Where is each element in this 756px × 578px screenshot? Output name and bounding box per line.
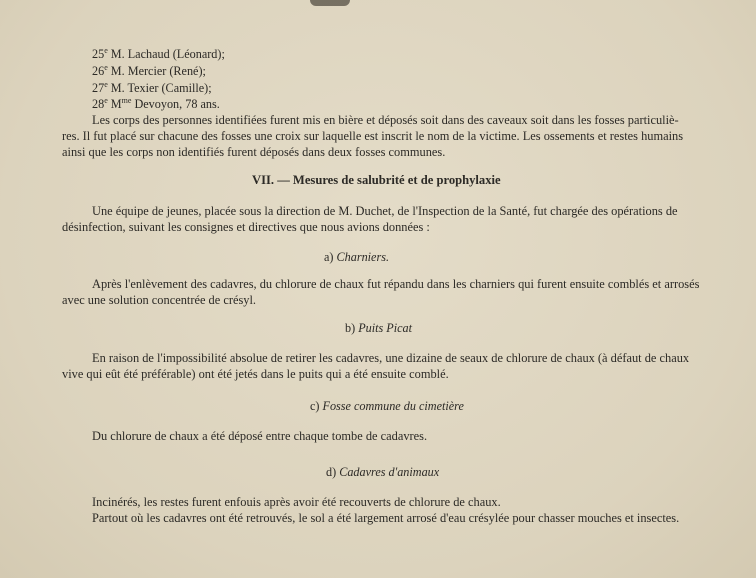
paragraph-line: Du chlorure de chaux a été déposé entre chaque tombe de cadavres. — [92, 429, 428, 443]
list-text: Devoyon, 78 ans. — [131, 97, 220, 111]
subsection-heading — [345, 320, 412, 336]
title-suffix: me — [121, 96, 132, 105]
subsection-heading — [326, 464, 439, 480]
subsection-heading — [310, 398, 464, 414]
subsection-title: Fosse commune du cimetière — [322, 399, 464, 413]
ordinal-suffix: e — [104, 96, 108, 105]
list-item — [92, 96, 220, 112]
subsection-title: Cadavres d'animaux — [339, 465, 440, 479]
paragraph-line: res. Il fut placé sur chacune des fosses une croix sur laquelle est inscrit le nom de la victime. Les ossements et restes humains — [62, 129, 684, 143]
list-text: M. Texier (Camille); — [107, 81, 212, 95]
paragraph-line: désinfection, suivant les consignes et directives que nous avions données : — [62, 220, 430, 234]
list-item — [92, 46, 225, 62]
paragraph-line: Les corps des personnes identifiées furent mis en bière et déposés soit dans des caveaux soit dans les fosses particuliè- — [92, 113, 679, 127]
paragraph-line: Incinérés, les restes furent enfouis après avoir été recouverts de chlorure de chaux. — [92, 495, 501, 509]
paragraph-line: avec une solution concentrée de crésyl. — [62, 293, 257, 307]
subsection-letter: b) — [345, 321, 356, 335]
subsection-heading — [324, 249, 389, 265]
list-text: M. Lachaud (Léonard); — [107, 47, 225, 61]
subsection-letter: d) — [326, 465, 337, 479]
paragraph-line: En raison de l'impossibilité absolue de retirer les cadavres, une dizaine de seaux de chlorure de chaux (à défaut de chaux — [92, 351, 690, 365]
subsection-letter: a) — [324, 250, 334, 264]
ordinal-suffix: e — [104, 46, 108, 55]
section-heading: VII. — Mesures de salubrité et de prophylaxie — [252, 173, 501, 187]
paragraph-line: Une équipe de jeunes, placée sous la direction de M. Duchet, de l'Inspection de la Santé, fut chargée des opérations de — [92, 204, 678, 218]
list-number: 27 — [92, 81, 105, 95]
page-top-smudge — [310, 0, 350, 6]
list-item — [92, 80, 212, 96]
subsection-title: Charniers. — [336, 250, 389, 264]
list-number: 25 — [92, 47, 105, 61]
subsection-title: Puits Picat — [358, 321, 413, 335]
ordinal-suffix: e — [104, 80, 108, 89]
title-prefix: M — [107, 97, 122, 111]
paragraph-line: vive qui eût été préférable) ont été jetés dans le puits qui a été ensuite comblé. — [62, 367, 449, 381]
list-text: M. Mercier (René); — [107, 64, 206, 78]
paragraph-line: Après l'enlèvement des cadavres, du chlorure de chaux fut répandu dans les charniers qui furent ensuite comblés et arrosés — [92, 277, 700, 291]
paragraph-line: Partout où les cadavres ont été retrouvés, le sol a été largement arrosé d'eau crésylée pour chasser mouches et insectes. — [92, 511, 680, 525]
list-number: 26 — [92, 64, 105, 78]
list-item — [92, 63, 206, 79]
ordinal-suffix: e — [104, 63, 108, 72]
list-number: 28 — [92, 97, 105, 111]
subsection-letter: c) — [310, 399, 320, 413]
paragraph-line: ainsi que les corps non identifiés furent déposés dans deux fosses communes. — [62, 145, 446, 159]
